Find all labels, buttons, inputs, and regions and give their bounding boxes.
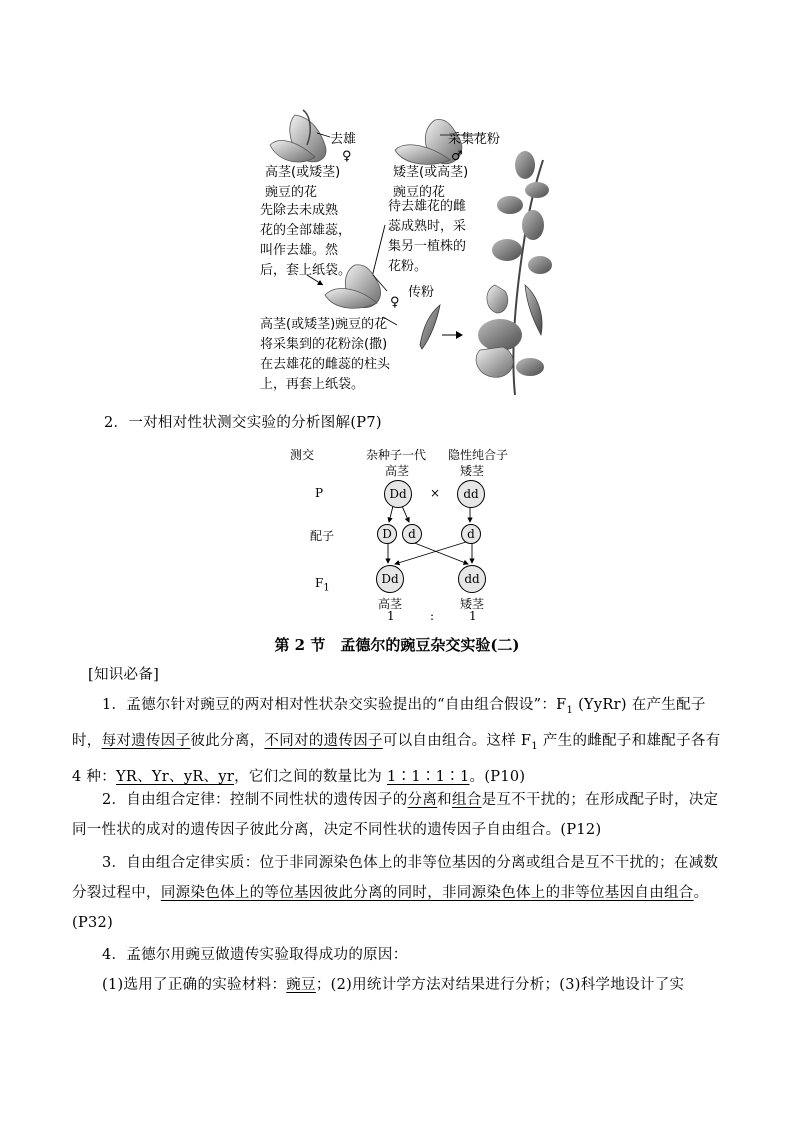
pollinate-line-2: 在去雄花的雌蕊的柱头 [260, 357, 391, 372]
p1-underline-4: 1∶1∶1∶1 [387, 768, 470, 785]
offspring-Dd: Dd [376, 565, 404, 593]
collect-line-3: 集另一植株的 [388, 239, 467, 254]
male-symbol: ♂ [451, 149, 463, 164]
emasculate-line-1: 先除去未成熟 [260, 203, 339, 218]
cross-symbol: × [430, 486, 441, 500]
p3-underline-1: 同源染色体上的等位基因彼此分离的同时，非同源染色体上的非等位基因自由组合 [160, 885, 694, 901]
p2-underline-1: 分离 [407, 792, 438, 808]
bottom-flower-caption: 高茎(或矮茎)豌豆的花 [260, 317, 388, 332]
paragraph-5 [102, 970, 742, 1000]
offspring-dd: dd [458, 565, 486, 593]
tall-flower-caption-2: 豌豆的花 [265, 185, 318, 200]
p2-text-b: 和 [437, 792, 452, 808]
testcross-diagram [280, 440, 540, 625]
p1-text-g: 。(P10) [469, 768, 526, 785]
collect-line-2: 蕊成熟时，采 [388, 219, 467, 234]
pea-pod [420, 305, 440, 349]
collect-line-1: 待去雄花的雌 [388, 199, 467, 214]
knowledge-label: [知识必备] [88, 667, 160, 683]
flower-emasculated [270, 110, 330, 162]
p5-underline-1: 豌豆 [286, 977, 316, 993]
tall-flower-caption: 高茎(或矮茎) [265, 165, 341, 180]
offspring1-phenotype: 高茎 [378, 597, 403, 611]
p1-text-f: ，它们之间的数量比为 [234, 768, 387, 785]
paragraph-1 [72, 690, 732, 792]
p2-underline-2: 组合 [451, 792, 482, 808]
recessive-homozygote-header: 隐性纯合子 [448, 448, 509, 462]
p1-text-d: 可以自由组合。这样 F [382, 732, 532, 749]
collect-pollen-label: 采集花粉 [448, 132, 501, 147]
p2-text-a: 2．自由组合定律：控制不同性状的遗传因子的 [102, 792, 408, 808]
short-flower-caption: 矮茎(或高茎) [393, 165, 469, 180]
emasculate-line-2: 花的全部雄蕊， [260, 223, 352, 238]
parent-Dd: Dd [384, 480, 412, 508]
pollinate-line-3: 上，再套上纸袋。 [260, 377, 365, 392]
pea-pollination-figure [255, 105, 555, 395]
paragraph-4: 4．孟德尔用豌豆做遗传实验取得成功的原因： [102, 947, 408, 963]
paragraph-2 [72, 785, 732, 845]
f1-letter: F [315, 576, 324, 590]
short-phenotype-label: 矮茎 [460, 464, 485, 478]
p1-text-a: 1．孟德尔针对豌豆的两对相对性状杂交实验提出的“自由组合假设”：F [102, 697, 567, 713]
emasculate-line-4: 后，套上纸袋。 [260, 263, 352, 278]
f1-subscript: 1 [323, 582, 330, 594]
item2-heading: 2．一对相对性状测交实验的分析图解(P7) [104, 415, 382, 431]
ratio-left: 1 [387, 609, 395, 623]
paragraph-3 [72, 848, 732, 938]
pollinate-label: 传粉 [408, 285, 435, 300]
collect-description [388, 197, 466, 277]
p1-underline-2: 不同对的遗传因子 [264, 732, 383, 749]
p5-text-a: (1)选用了正确的实验材料： [102, 977, 287, 993]
row-gamete-label: 配子 [310, 529, 335, 543]
testcross-label: 测交 [290, 448, 315, 462]
gamete-D: D [377, 524, 397, 544]
collect-line-4: 花粉。 [388, 259, 428, 274]
short-flower-caption-2: 豌豆的花 [393, 185, 446, 200]
ratio-right: 1 [469, 609, 477, 623]
p1-text-c: 彼此分离， [190, 732, 265, 749]
parent-dd: dd [457, 480, 485, 508]
p3-text-a: 3．自由组合定律实质：位于非同源染色体上的非等位基因的分离或组合是互不干扰的；在减数分裂过程中， [72, 855, 719, 901]
p1-sub-a: 1 [566, 704, 574, 716]
pollinate-line-1: 将采集到的花粉涂(撒) [260, 337, 388, 352]
emasculate-description [260, 201, 351, 281]
p1-underline-3: YR、Yr、yR、yr [116, 768, 235, 785]
female-symbol-2: ♀ [390, 295, 400, 310]
offspring2-phenotype: 矮茎 [460, 597, 485, 611]
pea-plant [476, 151, 552, 395]
row-p-label: P [315, 486, 324, 500]
section-title: 第 2 节 孟德尔的豌豆杂交实验(二) [274, 636, 520, 654]
p2-text-c: 是互不干扰的；在形成配子时，决定同一性状的成对的遗传因子彼此分离，决定不同性状的遗传因子自由组合。(P12) [72, 792, 719, 838]
p1-sub-d: 1 [531, 740, 538, 752]
gamete-d-recessive: d [461, 524, 481, 544]
emasculate-label: 去雄 [330, 132, 357, 147]
p1-text-e: 产生的雌配子和雄配子各有 4 种： [72, 732, 721, 785]
ratio-colon: : [430, 609, 435, 623]
p5-text-b: ；(2)用统计学方法对结果进行分析；(3)科学地设计了实 [315, 977, 685, 993]
gamete-d: d [402, 524, 422, 544]
pollinate-description [260, 335, 390, 395]
p1-text-b: (YyRr) 在产生配子时， [72, 697, 706, 749]
p1-underline-1: 每对遗传因子 [101, 732, 191, 749]
female-symbol: ♀ [342, 149, 352, 164]
f1-hybrid-header: 杂种子一代 [366, 448, 427, 462]
row-f1-label [315, 576, 330, 593]
emasculate-line-3: 叫作去雄。然 [260, 243, 339, 258]
p3-text-b: 。(P32) [72, 885, 709, 931]
tall-phenotype-label: 高茎 [385, 464, 410, 478]
